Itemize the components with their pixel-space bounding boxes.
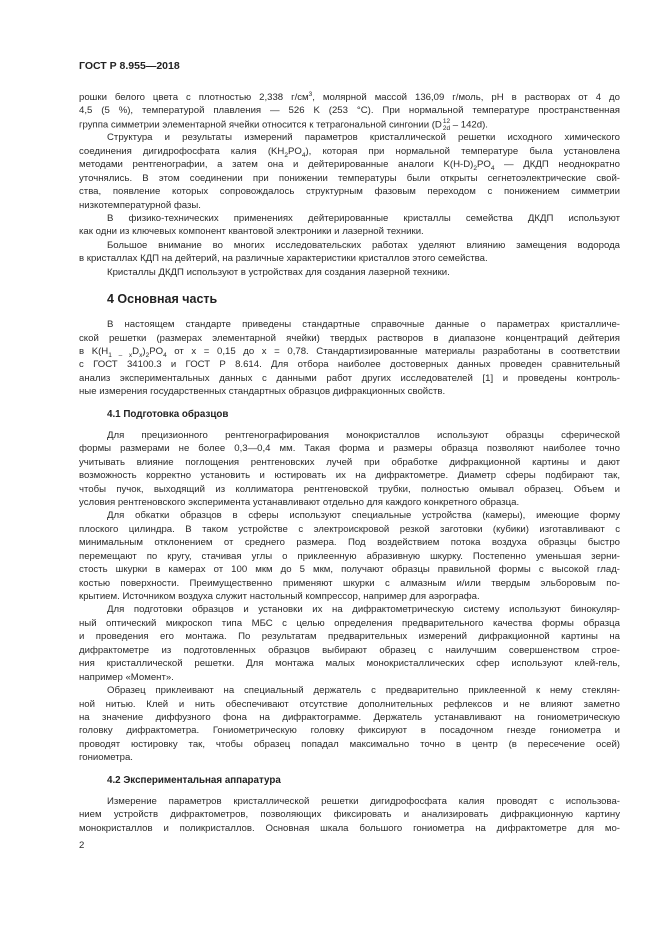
text-line: плоского цилиндра. В таком устройстве с электроискровой резкой заготовки (кубики) изготавливают с xyxy=(79,523,620,535)
text-line: в $K(H_{1 - x}D_x)_2PO_4$ от x = 0,15 до x = 0,78. Стандартизированные материалы разработаны в соответствии xyxy=(79,346,620,359)
text-line: ные измерения государственных стандартных образцов дифракционных свойств. xyxy=(79,386,446,398)
text-line: В настоящем стандарте приведены стандартные справочные данные о параметрах кристалличе- xyxy=(107,319,620,331)
text-line: 4,5 (5 %), температурой плавления — 526 K (253 °C). При нормальной температуре пространственная xyxy=(79,105,620,117)
document-body xyxy=(79,91,620,835)
text-line: Для подготовки образцов и установки их на дифрактометрическую систему используют бинокуляр- xyxy=(107,604,620,616)
page-number: 2 xyxy=(79,840,85,851)
text-line: методами рентгенографии, а затем она и дейтерированные аналоги $K(H-D)_2PO_4$ — ДКДП неоднократно xyxy=(79,159,620,173)
text-line: как одни из ключевых компонент квантовой электроники и лазерной техники. xyxy=(79,226,424,238)
subscript: 4 xyxy=(163,351,167,359)
text-line: головку дифрактометра. Гониометрическую головку фиксируют в посадочном гнезде гониометра и xyxy=(79,725,620,737)
paragraph xyxy=(79,509,620,603)
text-line: Образец приклеивают на специальный держатель с предварительно приклеенной к нему стеклян- xyxy=(107,685,620,697)
text-line: дифрактометре из подготовленных образцов выбирают образец с наилучшим совершенством строе- xyxy=(79,644,620,656)
subscript: x xyxy=(139,351,143,359)
text-line: анализ экспериментальных данных с данными работ других исследователей [1] и проведены контроль- xyxy=(79,372,620,384)
text-line: В физико-технических применениях дейтерированные кристаллы семейства ДКДП используют xyxy=(107,212,620,224)
text-line: на значение диффузного фона на дифрактограмме. Держатель устанавливают на гониометрическую xyxy=(79,711,620,723)
text-line: учитывать влияние поглощения рентгеновских лучей при обработке дифракционной картины и дают xyxy=(79,456,620,468)
text-line: ния кристаллической решетки. Для монтажа малых монокристаллических сфер используют клей-гель, xyxy=(79,658,620,670)
paragraph xyxy=(79,266,620,279)
sup-sub-script: 12 2d xyxy=(442,117,451,132)
text-line: минимальным отклонением от среднего размера. Под воздействием потока воздуха образцы быстро xyxy=(79,537,620,549)
text-line: условия рентгеновского эксперимента устанавливают отдельно для каждого конкретного образца. xyxy=(79,496,520,508)
subsection-heading: 4.1 Подготовка образцов xyxy=(107,408,229,420)
text-line: ный оптический микроскоп типа МБС с целью определения предварительного качества формы образца xyxy=(79,617,620,629)
subscript: 4 xyxy=(301,151,306,159)
text-line: рошки белого цвета с плотностью 2,338 $г/см^3$, молярной массой 136,09 г/моль, pH в растворах от 4 до xyxy=(79,90,620,103)
paragraph xyxy=(79,91,620,131)
section-heading: 4 Основная часть xyxy=(107,292,218,307)
paragraph xyxy=(79,239,620,266)
text-line: монокристаллов и поликристаллов. Основная шкала большого гониометра на дифрактометре для мо- xyxy=(79,822,620,834)
subscript: 2 xyxy=(145,351,150,359)
superscript: 3 xyxy=(308,90,313,98)
text-line: и проведения его монтажа. По результатам предварительных измерений дифракционной картины на xyxy=(79,631,620,643)
paragraph xyxy=(79,603,620,684)
text-line: ства, появление которых сопровождалось структурным фазовым переходом с понижением симметрии xyxy=(79,186,620,198)
subscript: 2 xyxy=(473,165,477,173)
text-line: ной нитью. Клей и нить обеспечивают отсутствие дополнительных рефлексов и не влияют заметно xyxy=(79,698,620,710)
paragraph xyxy=(79,318,620,399)
text-line: Для прецизионного рентгенографирования монокристаллов используют образцы сферической xyxy=(107,429,620,441)
text-line: Большое внимание во многих исследовательских работах уделяют влиянию замещения водорода xyxy=(107,239,620,251)
text-line: в кристаллах КДП на дейтерий, на различные характеристики кристаллов этого семейства. xyxy=(79,253,488,265)
text-line: проводят юстировку так, чтобы образец попадал максимально точно в центр (в пересечение осей) xyxy=(79,738,620,750)
document-header: ГОСТ Р 8.955—2018 xyxy=(79,60,180,72)
paragraph xyxy=(79,684,620,765)
text-line: низкотемпературной фазы. xyxy=(79,199,201,211)
text-line: возможность корректно установить и юстировать их на дифрактометре. Диаметр сферы подбирают так, xyxy=(79,470,620,482)
text-line: ской решетки (размерах элементарной ячейки) твердых растворов в диапазоне концентраций дейтерия xyxy=(79,332,620,344)
text-line: с ГОСТ 34100.3 и ГОСТ Р 8.614. Для отбора наиболее достоверных данных проведен сравнительный xyxy=(79,359,620,371)
paragraph xyxy=(79,429,620,510)
text-line: костью поверхности. Преимущественно применяют шкурки с алмазным и/или твердым эльборовым по- xyxy=(79,577,620,589)
text-line: например «Момент». xyxy=(79,671,174,683)
text-line: Для обкатки образцов в сферы используют специальные устройства (камеры), имеющие форму xyxy=(107,510,620,522)
text-line: Измерение параметров кристаллической решетки дигидрофосфата калия проводят с использова- xyxy=(107,795,620,807)
paragraph xyxy=(79,212,620,239)
text-line: гониометра. xyxy=(79,752,133,764)
text-line: чтобы пучок, выходящий из коллиматора рентгеновской трубки, полностью омывал образец. Объем и xyxy=(79,483,620,495)
subscript: 1 – x xyxy=(108,351,133,359)
text-line: уточнялись. В этом соединении при понижении температуры были открыты сегнетоэлектрические свой- xyxy=(79,172,620,184)
text-line: группа симметрии элементарной ячейки относится к тетрагональной сингонии (D 12 2d – 142d). xyxy=(79,117,488,132)
text-line: соединения дигидрофосфата калия $(KH_2PO_4)$, которая при нормальной температуре была установлена xyxy=(79,145,620,159)
text-line: перемещают по кругу, стачивая углы о приклеенную абразивную шкурку. Постепенно уменьшая зерни- xyxy=(79,550,620,562)
text-line: нием устройств дифрактометров, позволяющих фиксировать и анализировать дифракционную картину xyxy=(79,809,620,821)
text-line: Структура и результаты измерений параметров кристаллической решетки исходного химического xyxy=(107,132,620,144)
text-line: стость шкурки в камерах от 100 мкм до 5 мкм, получают образцы правильной формы с высокой глад- xyxy=(79,564,620,576)
text-line: Кристаллы ДКДП используют в устройствах для создания лазерной техники. xyxy=(107,266,450,278)
text-line: крытием. Источником воздуха служит настольный компрессор, например для аэрографа. xyxy=(79,591,480,602)
subscript: 2 xyxy=(284,151,288,159)
paragraph xyxy=(79,131,620,212)
paragraph xyxy=(79,795,620,835)
subsection-heading: 4.2 Экспериментальная аппаратура xyxy=(107,774,281,786)
text-line: формы размерами не более 0,3—0,4 мм. Такая форма и размеры образца позволяют наиболее точно xyxy=(79,443,620,455)
subscript: 4 xyxy=(490,165,495,173)
